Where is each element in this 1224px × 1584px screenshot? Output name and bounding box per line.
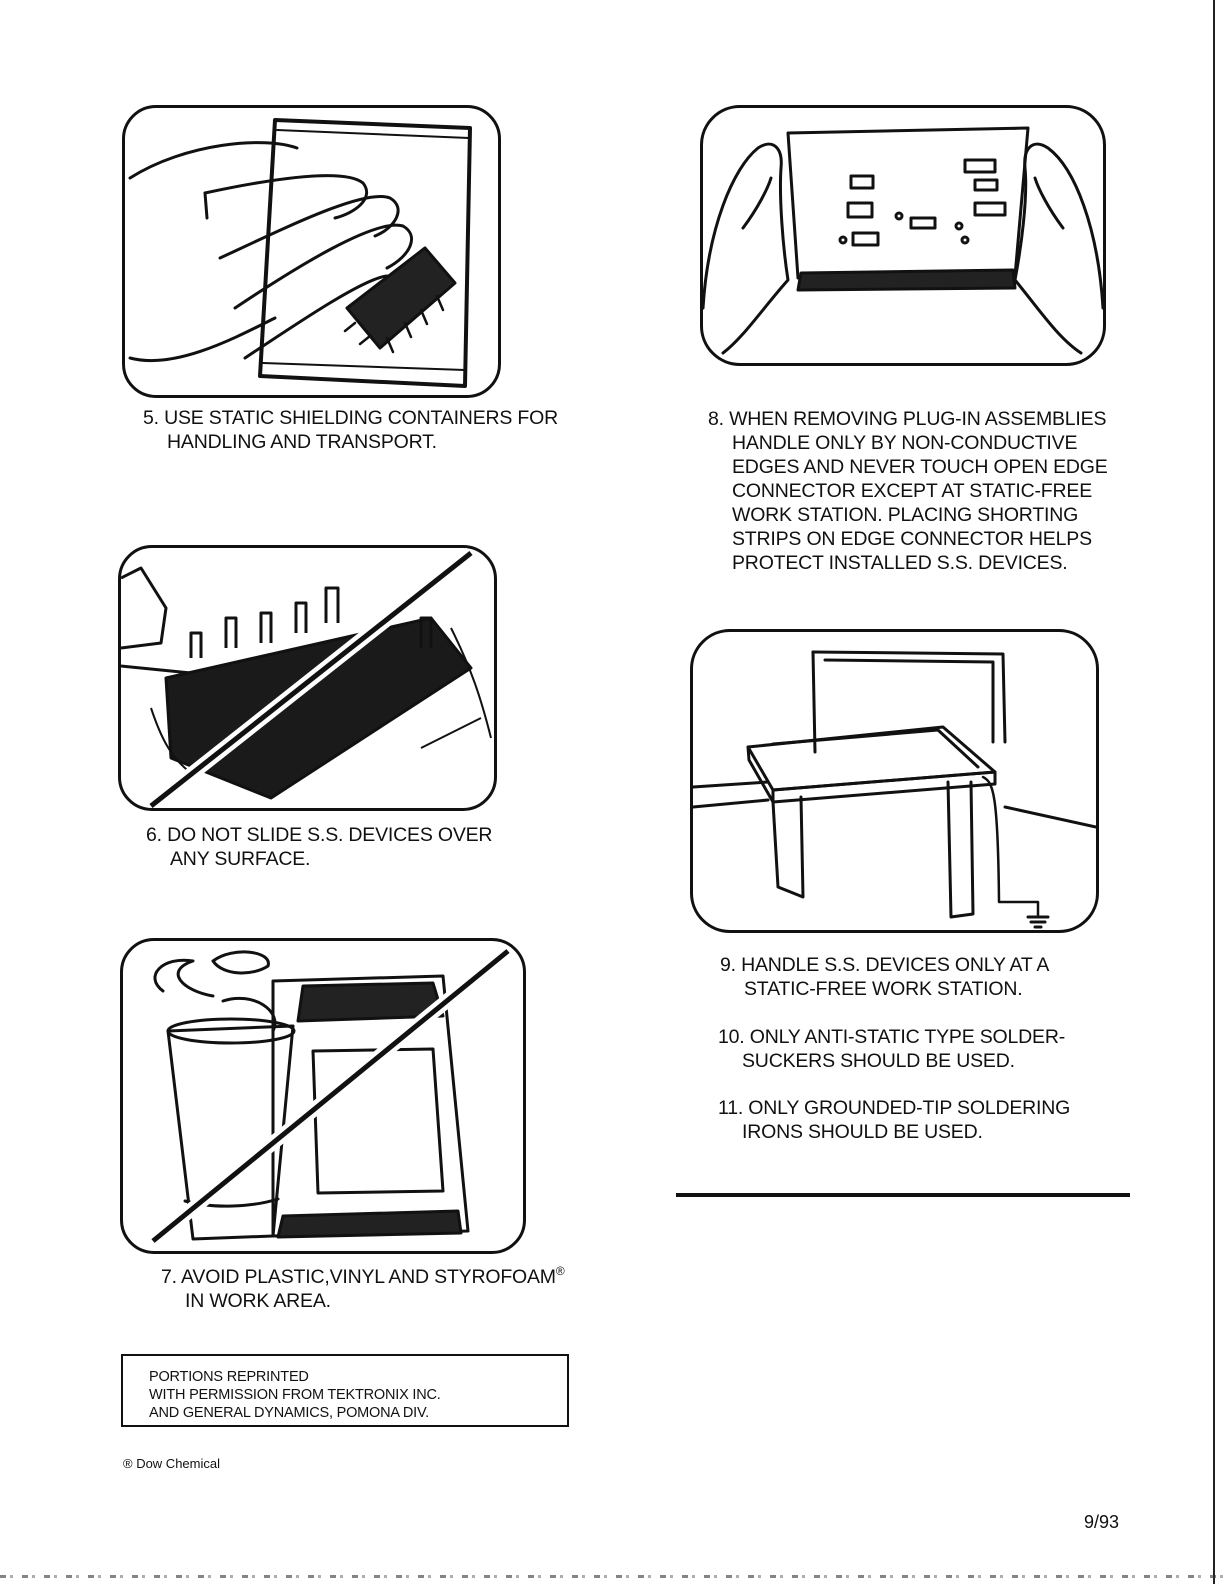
page-code: 9/93 [1084,1512,1120,1532]
grounded-workbench-icon [693,632,1096,930]
reprint-credit-box: PORTIONS REPRINTED WITH PERMISSION FROM TEKTRONIX INC. AND GENERAL DYNAMICS, POMONA DIV. [121,1354,569,1427]
illustration-sliding-devices [118,545,497,811]
crossed-out-chips-icon [121,548,494,808]
caption-10: 10. ONLY ANTI-STATIC TYPE SOLDER- SUCKERS SHOULD BE USED. [718,1026,1066,1072]
illustration-circuit-board [700,105,1106,366]
caption-8: 8. WHEN REMOVING PLUG-IN ASSEMBLIES HANDLE ONLY BY NON-CONDUCTIVE EDGES AND NEVER TOUCH OPEN EDGE CONNECTOR EXCEPT AT STATIC-FREE WORK STATION. PLACING SHORTING STRIPS ON EDGE CONNECTOR HELPS PROTECT INSTALLED S.S. DEVICES. [708,408,1108,574]
caption-7: 7. AVOID PLASTIC,VINYL AND STYROFOAM® IN WORK AREA. [161,1264,565,1312]
caption-9: 9. HANDLE S.S. DEVICES ONLY AT A STATIC-FREE WORK STATION. [720,954,1050,1000]
illustration-shielding-bag [122,105,501,398]
scan-bottom-noise [0,1575,1224,1578]
scan-edge-line [1213,0,1215,1584]
illustration-workbench [690,629,1099,933]
section-divider [676,1193,1130,1197]
caption-5: 5. USE STATIC SHIELDING CONTAINERS FOR HANDLING AND TRANSPORT. [143,407,558,453]
illustration-plastic-items [120,938,526,1254]
caption-6: 6. DO NOT SLIDE S.S. DEVICES OVER ANY SURFACE. [146,824,493,870]
crossed-out-cup-and-pouch-icon [123,941,523,1251]
caption-11: 11. ONLY GROUNDED-TIP SOLDERING IRONS SHOULD BE USED. [718,1097,1071,1143]
trademark-footnote: ® Dow Chemical [123,1456,220,1471]
hand-with-bag-icon [125,108,498,395]
hands-holding-board-icon [703,108,1103,363]
